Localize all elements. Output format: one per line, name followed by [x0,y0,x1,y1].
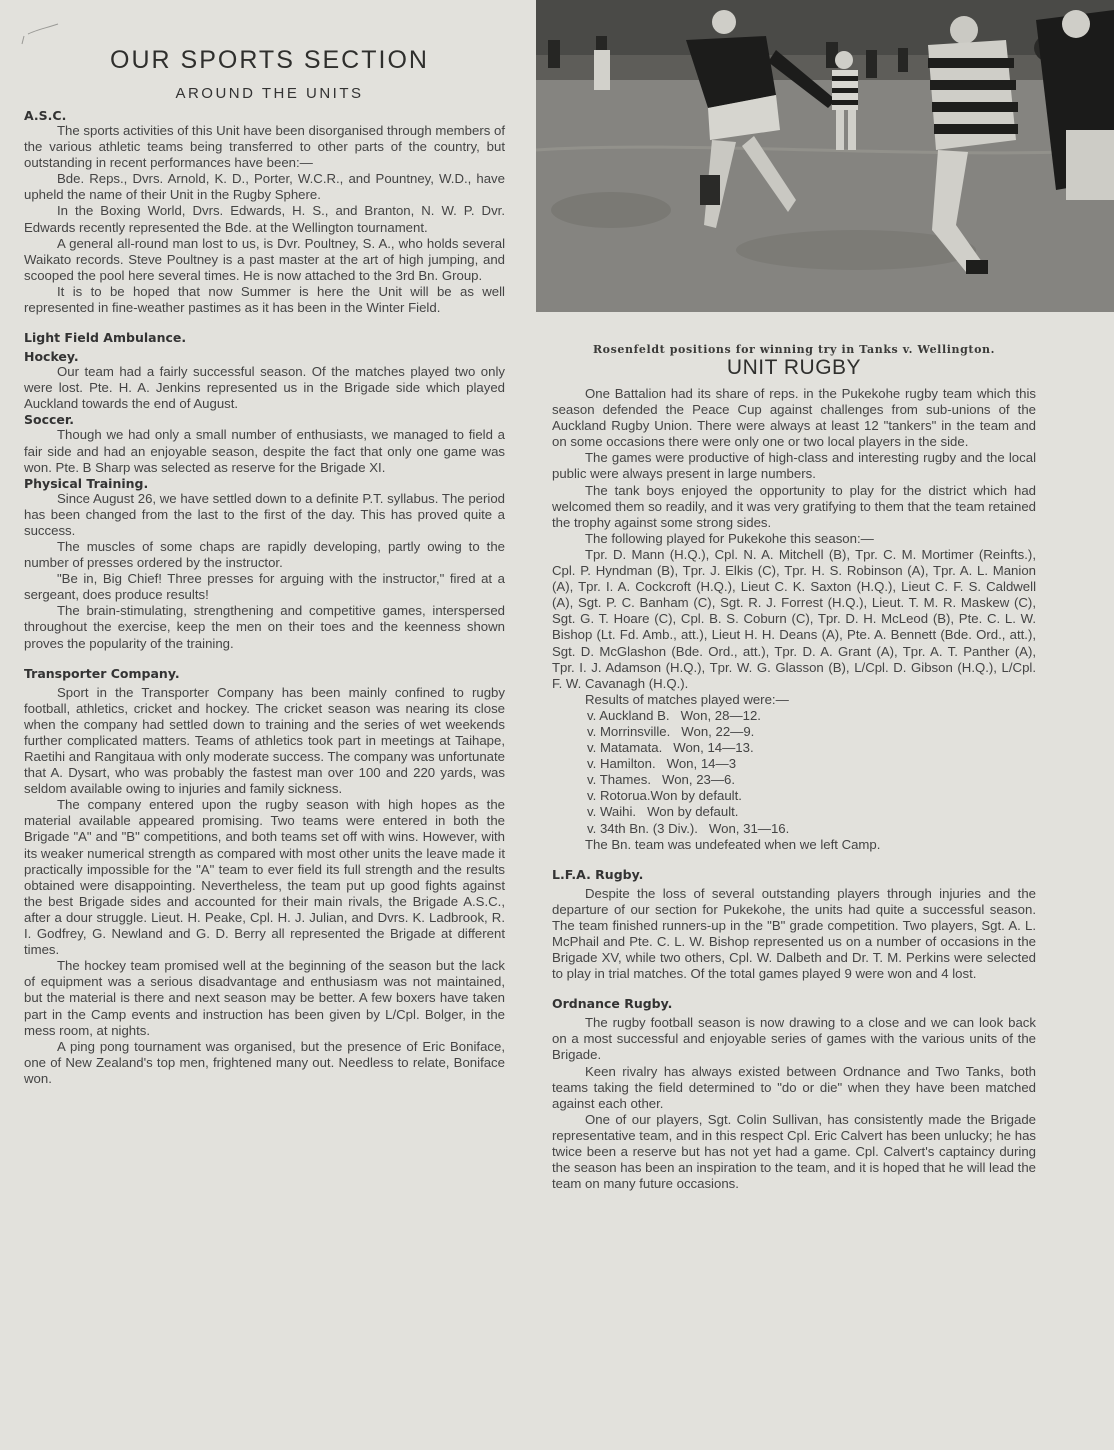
section-light-field-ambulance [24,330,505,652]
section-transporter-company [24,666,505,1087]
paragraph: One of our players, Sgt. Colin Sullivan, has consistently made the Brigade representative team, and in this respect Cpl. Eric Calvert has been unlucky; he has twice been a reserve but has not yet had a game. Cpl. Calvert's captaincy during the season has been an inspiration to the team, and it is hoped that he will lead the team on many future occasions. [552,1111,1036,1192]
section-heading-lfa: Light Field Ambulance. [24,330,187,346]
paragraph: Sport in the Transporter Company has been mainly confined to rugby football, athletics, cricket and hockey. The cricket season was nearing its close when the company had settled down to training and the series of wet weekends further complicated matters. Teams of athletics took part in meetings at Taihape, Raetihi and Rangitaua with only moderate success. The company was unfortunate that A. Dysart, who was probably the fastest man over 100 and 220 yards, was seldom available owing to injuries and family sickness. [24,684,505,797]
paragraph: Despite the loss of several outstanding players through injuries and the departure of our section for Pukekohe, the units had quite a successful season. The team finished runners-up in the "B" grade competition. Two players, Sgt. A. L. McPhail and Pte. C. L. W. Bishop represented us on a number of occasions in the Brigade XV, while two others, Cpl. W. Dalbeth and Dr. T. M. Perkins were selected to play in trial matches. Of the total games played 9 were won and 4 lost. [552,885,1036,982]
photo-caption: Rosenfeldt positions for winning try in Tanks v. Wellington. [592,343,996,356]
paragraph: In the Boxing World, Dvrs. Edwards, H. S., and Branton, N. W. P. Dvr. Edwards recently represented the Bde. at the Wellington tournament. [24,203,505,235]
section-heading-transporter: Transporter Company. [24,665,180,681]
section-heading-unit-rugby: UNIT RUGBY [726,356,862,379]
paragraph: Results of matches played were:— [585,691,789,707]
rugby-match-photo [536,0,1114,312]
paragraph: The muscles of some chaps are rapidly developing, partly owing to the number of presses ordered by the instructor. [24,538,505,571]
paragraph: Bde. Reps., Dvrs. Arnold, K. D., Porter, W.C.R., and Pountney, W.D., have upheld the name of their Unit in the Rugby Sphere. [24,171,505,203]
list-item: v. Morrinsville. Won, 22—9. [587,723,755,739]
paragraph: The hockey team promised well at the beginning of the season but the lack of equipment was a serious disadvantage and enthusiasm was not maintained, but the material is there and next season may be better. A few boxers have taken part in the Camp events and instruction has been given by L/Cpl. Bolger, in the mess room, at nights. [24,958,505,1038]
left-column [24,46,505,1087]
page-title: OUR SPORTS SECTION [110,46,429,74]
paragraph: The tank boys enjoyed the opportunity to play for the district which had welcomed them so readily, and it was very gratifying to them that the team retained the trophy against some strong sides. [552,482,1036,530]
list-item: v. Thames. Won, 23—6. [587,772,736,788]
paragraph: Our team had a fairly successful season. Of the matches played two only were lost. Pte. H. A. Jenkins represented us in the Brigade side which played Auckland towards the end of August. [24,364,505,412]
paragraph: A general all-round man lost to us, is Dvr. Poultney, S. A., who holds several Waikato records. Steve Poultney is a past master at the art of high jumping, and scooped the pool here several times. He is now attached to the 3rd Bn. Group. [24,235,505,283]
paragraph: The brain-stimulating, strengthening and competitive games, interspersed throughout the exercise, keep the men on their toes and the keenness shown proves the popularity of the training. [24,603,505,651]
results-list [552,708,1036,837]
section-ordnance-rugby [552,996,1036,1192]
paragraph: The sports activities of this Unit have been disorganised through members of the various athletic teams being transferred to other parts of the country, but outstanding in recent performances have been:— [24,123,505,171]
list-item: v. Waihi. Won by default. [587,804,739,820]
paragraph: Though we had only a small number of enthusiasts, we managed to field a fair side and had an enjoyable season, despite the fact that only one game was won. Pte. B Sharp was selected as reserve for the Brigade XI. [24,427,505,475]
right-column [552,386,1036,1192]
photo-illustration [536,0,1114,312]
player-list: Tpr. D. Mann (H.Q.), Cpl. N. A. Mitchell (B), Tpr. C. M. Mortimer (Reinfts.), Cpl. P. Hyndman (B), Tpr. J. Elkis (C), Tpr. H. S. Robinson (A), Tpr. A. L. Manion (A), Tpr. I. A. Cockcroft (H.Q.), Lieut C. K. Saxton (H.Q.), Lieut C. F. S. Caldwell (A), Sgt. P. C. Banham (C), Sgt. R. J. Forrest (H.Q.), Lieut. T. M. R. Maskew (C), Sgt. G. T. Hoare (C), Cpl. B. S. Coburn (C), Tpr. D. H. McLeod (B), Pte. C. L. W. Bishop (Lt. Fd. Amb., att.), Lieut H. H. Deans (A), Pte. A. Bennett (Bde. Ord., att.), Sgt. D. McGlashon (Bde. Ord., att.), Tpr. D. A. Grant (A), Tpr. A. T. Panther (A), Tpr. I. J. Adamson (H.Q.), Tpr. W. G. Glasson (B), L/Cpl. D. Gibson (H.Q.), L/Cpl. F. W. Cavanagh (H.Q.). [552,546,1036,691]
paragraph: The company entered upon the rugby season with high hopes as the material available appeared promising. Two teams were entered in both the Brigade "A" and "B" competitions, and both teams set off with wins. However, with its weaker numerical strength as compared with most other units the leave made it practically impossible for the "A" team to ever field its full strength and the results obtained were disappointing. Nevertheless, the team put up good fights against the best Brigade sides and accounted for their main rivals, the Brigade A.S.C., after a dour struggle. Lieut. H. Peake, Cpl. H. J. Julian, and Dvrs. K. Ladbrook, R. I. Godfrey, G. Newland and G. D. Berry all represented the Brigade at different times. [24,797,505,958]
pencil-mark [18,22,62,48]
subheading-hockey: Hockey. [24,349,79,365]
list-item: v. Auckland B. Won, 28—12. [587,707,761,723]
paragraph: "Be in, Big Chief! Three presses for arguing with the instructor," fired at a sergeant, does produce results! [24,571,505,603]
paragraph: The Bn. team was undefeated when we left Camp. [585,836,881,852]
list-item: v. Rotorua.Won by default. [587,788,742,804]
list-item: v. 34th Bn. (3 Div.). Won, 31—16. [587,820,790,836]
section-heading-ordnance-rugby: Ordnance Rugby. [552,996,673,1012]
section-asc [24,108,505,316]
page-subtitle: AROUND THE UNITS [175,85,364,102]
paragraph: It is to be hoped that now Summer is here the Unit will be as well represented in fine-weather pastimes as it has been in the Winter Field. [24,283,505,316]
paragraph: A ping pong tournament was organised, but the presence of Eric Boniface, one of New Zealand's top men, frightened many out. Needless to relate, Boniface won. [24,1038,505,1086]
list-item: v. Matamata. Won, 14—13. [587,740,754,756]
paragraph: Keen rivalry has always existed between Ordnance and Two Tanks, both teams taking the field determined to "do or die" when they have been matched against each other. [552,1063,1036,1111]
section-heading-asc: A.S.C. [24,108,67,123]
section-lfa-rugby [552,867,1036,983]
subheading-physical-training: Physical Training. [24,475,149,491]
paragraph: Since August 26, we have settled down to a definite P.T. syllabus. The period has been changed from the last to the first of the day. This has proved quite a success. [24,490,505,538]
list-item: v. Hamilton. Won, 14—3 [587,756,737,772]
paragraph: One Battalion had its share of reps. in the Pukekohe rugby team which this season defended the Peace Cup against challenges from sub-unions of the Auckland Rugby Union. There were always at least 12 "tankers" in the team and on some occasions there were only one or two local players in the side. [552,386,1036,450]
subheading-soccer: Soccer. [24,412,75,428]
section-unit-rugby [552,386,1036,853]
paragraph: The rugby football season is now drawing to a close and we can look back on a most successful and enjoyable series of games with the various units of the Brigade. [552,1015,1036,1063]
paragraph: The games were productive of high-class and interesting rugby and the local public were always present in large numbers. [552,450,1036,482]
paragraph: The following played for Pukekohe this season:— [585,530,874,546]
section-heading-lfa-rugby: L.F.A. Rugby. [552,866,644,882]
